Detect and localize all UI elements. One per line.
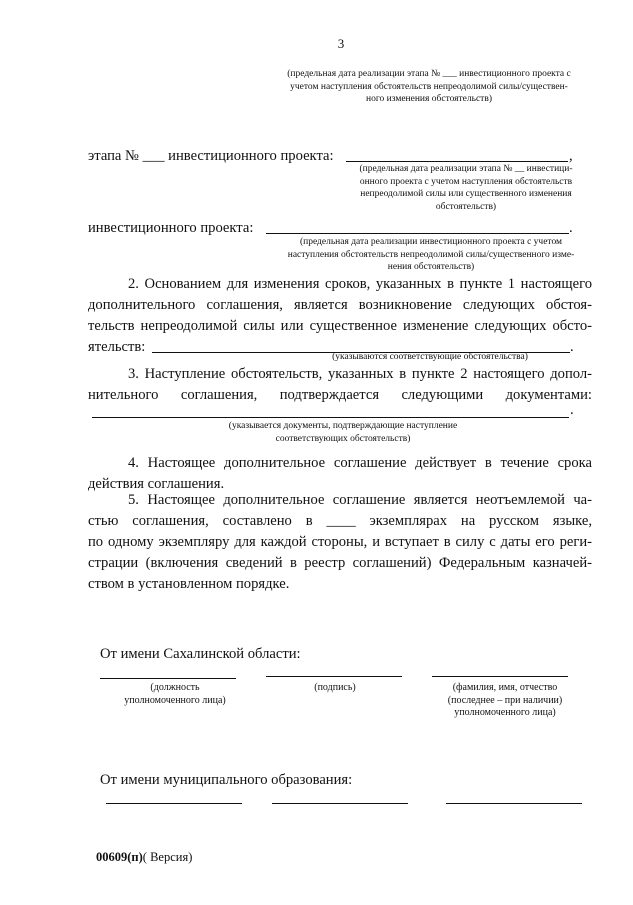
paragraph-2-line: 2. Основанием для изменения сроков, указанных в пункте 1 настоящего xyxy=(128,276,592,292)
top-note-line: ного изменения обстоятельств) xyxy=(366,94,492,104)
project-label: инвестиционного проекта: xyxy=(88,220,254,236)
project-note xyxy=(268,236,594,274)
paragraph-3 xyxy=(88,364,592,406)
municipal-position-blank xyxy=(106,803,242,804)
paragraph-5-line: стью соглашения, составлено в ____ экземплярах на русском языке, xyxy=(88,513,592,529)
top-note-line: (предельная дата реализации этапа № ___ инвестиционного проекта с xyxy=(287,69,571,79)
project-note-line: наступления обстоятельств непреодолимой силы/существенного изме- xyxy=(287,249,575,260)
sakhalin-signature-blank xyxy=(266,676,402,677)
paragraph-3-dot: . xyxy=(570,402,574,418)
paragraph-5-line: страции (включения сведений в реестр соглашений) Федеральным казначей- xyxy=(88,555,592,571)
stage-comma: , xyxy=(569,148,573,164)
sakhalin-position-blank xyxy=(100,678,236,679)
project-note-line: (предельная дата реализации инвестиционного проекта с учетом xyxy=(299,237,563,247)
municipal-signature-heading: От имени муниципального образования: xyxy=(100,772,353,788)
project-note-line: нения обстоятельств) xyxy=(387,262,475,272)
paragraph-5-line: 5. Настоящее дополнительное соглашение является неотъемлемой ча- xyxy=(128,492,592,508)
stage-note-line: непреодолимой силы или существенного изменения xyxy=(360,189,572,199)
top-note xyxy=(262,68,596,106)
paragraph-2-dot: . xyxy=(570,339,574,355)
municipal-signature-blank xyxy=(272,803,408,804)
document-code xyxy=(96,850,192,865)
sakhalin-signature-note: (подпись) xyxy=(314,682,356,693)
paragraph-5-line: ством в установленном порядке. xyxy=(88,576,290,592)
stage-label: этапа № ___ инвестиционного проекта: xyxy=(88,148,334,164)
top-note-line: учетом наступления обстоятельств непреодолимой силы/существен- xyxy=(290,81,568,92)
paragraph-3-line: нительного соглашения, подтверждается следующими документами: xyxy=(88,387,592,403)
paragraph-4-line: действия соглашения. xyxy=(88,476,225,492)
sakhalin-signature-heading: От имени Сахалинской области: xyxy=(100,646,301,662)
paragraph-2-line: тельств непреодолимой силы или существенное изменение следующих обсто- xyxy=(88,318,592,334)
name-note-line: (фамилия, имя, отчество xyxy=(452,682,558,693)
project-date-blank xyxy=(266,233,569,234)
paragraph-2 xyxy=(88,274,592,337)
stage-note-line: обстоятельств) xyxy=(435,201,497,212)
paragraph-4-line: 4. Настоящее дополнительное соглашение действует в течение срока xyxy=(128,455,592,471)
sakhalin-name-note xyxy=(430,682,580,720)
paragraph-2-line: дополнительного соглашения, является возникновение следующих обстоя- xyxy=(88,297,592,313)
stage-note xyxy=(338,163,594,213)
paragraph-5 xyxy=(88,490,592,595)
page-number: 3 xyxy=(337,36,345,51)
document-version: ( Версия) xyxy=(142,850,193,864)
sakhalin-name-blank xyxy=(432,676,568,677)
position-note-line: (должность xyxy=(150,682,200,693)
stage-date-blank xyxy=(346,161,568,162)
documents-note xyxy=(182,420,504,445)
documents-blank xyxy=(92,417,569,418)
sakhalin-position-note xyxy=(100,682,250,707)
circumstances-note: (указываются соответствующие обстоятельства) xyxy=(332,352,528,362)
position-note-line: уполномоченного лица) xyxy=(124,694,226,706)
paragraph-5-line: по одному экземпляру для каждой стороны, и вступает в силу с даты его реги- xyxy=(88,534,592,550)
documents-note-line: соответствующих обстоятельств) xyxy=(275,433,411,444)
document-code-number: 00609(п) xyxy=(96,850,143,864)
paragraph-2-last-label: ятельств: xyxy=(88,339,146,355)
name-note-line: (последнее – при наличии) xyxy=(447,694,563,706)
stage-note-line: (предельная дата реализации этапа № __ инвестици- xyxy=(359,164,573,174)
documents-note-line: (указывается документы, подтверждающие наступление xyxy=(228,421,458,431)
stage-note-line: онного проекта с учетом наступления обстоятельств xyxy=(359,176,573,187)
name-note-line: уполномоченного лица) xyxy=(454,707,556,718)
paragraph-4 xyxy=(88,453,592,495)
paragraph-3-line: 3. Наступление обстоятельств, указанных в пункте 2 настоящего допол- xyxy=(128,366,592,382)
project-dot: . xyxy=(569,220,573,236)
municipal-name-blank xyxy=(446,803,582,804)
